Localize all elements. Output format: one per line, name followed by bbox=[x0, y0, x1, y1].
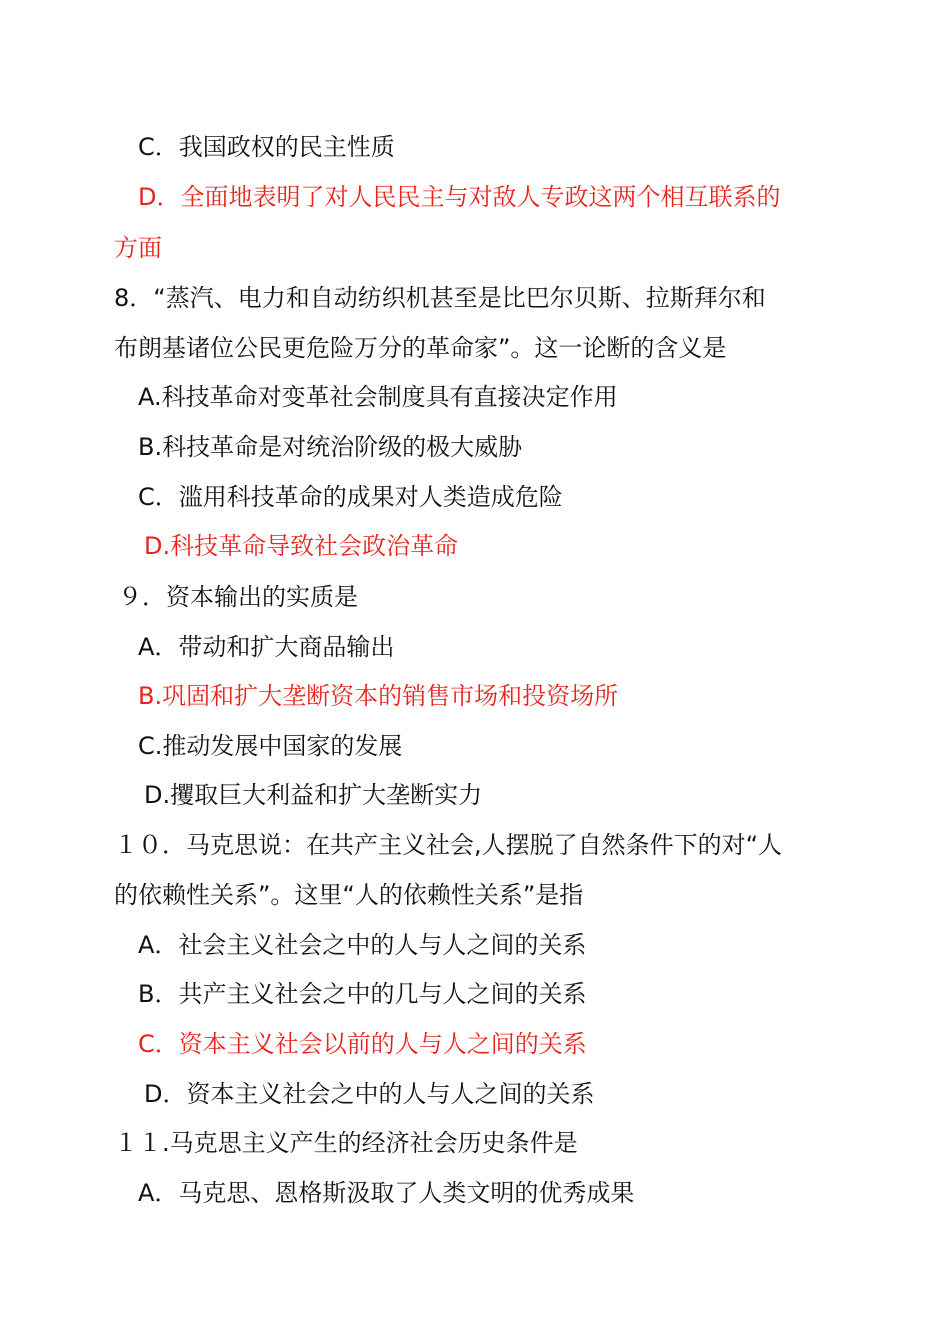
option-a-q11: A．马克思、恩格斯汲取了人类文明的优秀成果 bbox=[138, 1179, 635, 1207]
option-d-q8-answer: D.科技革命导致社会政治革命 bbox=[144, 532, 459, 560]
question-10-cont: 的依赖性关系”。这里“人的依赖性关系”是指 bbox=[114, 881, 584, 909]
option-c-q8: C．滥用科技革命的成果对人类造成危险 bbox=[138, 483, 563, 511]
option-a-q9: A．带动和扩大商品输出 bbox=[138, 633, 395, 661]
option-d-q7-answer-cont: 方面 bbox=[114, 234, 162, 262]
question-8: 8．“蒸汽、电力和自动纺织机甚至是比巴尔贝斯、拉斯拜尔和 bbox=[114, 284, 766, 312]
option-b-q9-answer: B.巩固和扩大垄断资本的销售市场和投资场所 bbox=[138, 682, 619, 710]
question-9: ９．资本输出的实质是 bbox=[118, 583, 358, 611]
question-10: １０．马克思说：在共产主义社会,人摆脱了自然条件下的对“人 bbox=[114, 831, 783, 859]
option-b-q8: B.科技革命是对统治阶级的极大威胁 bbox=[138, 433, 523, 461]
question-8-cont: 布朗基诸位公民更危险万分的革命家”。这一论断的含义是 bbox=[114, 334, 727, 362]
option-a-q8: A.科技革命对变革社会制度具有直接决定作用 bbox=[138, 383, 618, 411]
option-c-q10-answer: C．资本主义社会以前的人与人之间的关系 bbox=[138, 1030, 587, 1058]
option-c-q9: C.推动发展中国家的发展 bbox=[138, 732, 403, 760]
option-d-q10: D．资本主义社会之中的人与人之间的关系 bbox=[144, 1080, 595, 1108]
option-d-q9: D.攫取巨大利益和扩大垄断实力 bbox=[144, 781, 483, 809]
option-a-q10: A．社会主义社会之中的人与人之间的关系 bbox=[138, 931, 587, 959]
question-11: １１.马克思主义产生的经济社会历史条件是 bbox=[114, 1129, 578, 1157]
option-d-q7-answer: D．全面地表明了对人民民主与对敌人专政这两个相互联系的 bbox=[138, 183, 781, 211]
option-c-q7: C．我国政权的民主性质 bbox=[138, 133, 395, 161]
option-b-q10: B．共产主义社会之中的几与人之间的关系 bbox=[138, 980, 587, 1008]
